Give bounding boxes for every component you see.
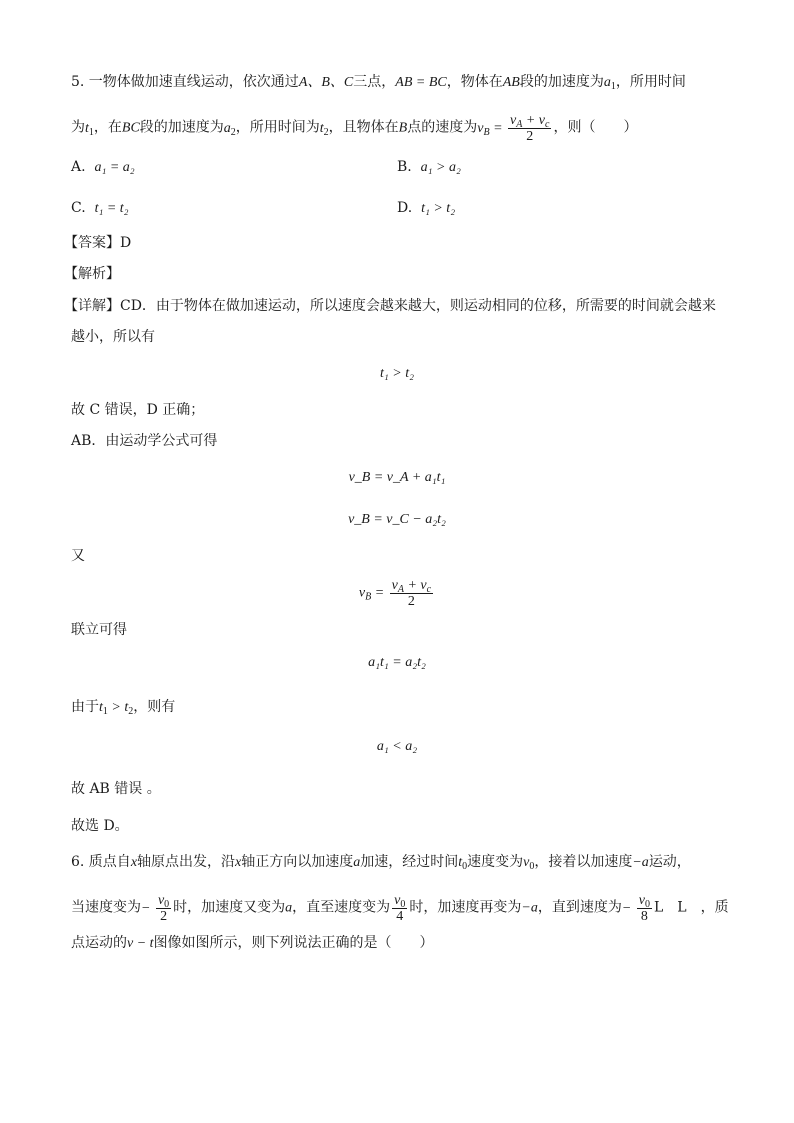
q5-t1: $t_1$ — [85, 120, 94, 138]
q5-final — [71, 816, 129, 836]
q5-since-expr: $t_1 > t_2$ — [99, 700, 134, 717]
q5-eq5: a₁ < a₂ — [376, 739, 418, 754]
q5-detail-line1 — [64, 296, 716, 316]
q6-text: 点运动的 — [71, 935, 127, 951]
q5-text: 段的加速度为 — [139, 119, 224, 136]
q5-analysis-tag — [64, 264, 120, 284]
since-text: ，则有 — [133, 699, 176, 715]
again-text: 又 — [71, 548, 85, 564]
q5-seg-ab: AB — [502, 75, 520, 90]
q5-eq3: $v_B$ = $\frac{v_A + v_c}{2}$ — [358, 578, 432, 609]
q5-points: A、B、C — [298, 75, 354, 90]
q5-text: ，所用时间为 — [235, 119, 320, 136]
option-label: B. — [397, 159, 412, 175]
since-text: 由于 — [71, 699, 99, 715]
q5-combine — [71, 620, 127, 640]
q5-conclusion2 — [71, 779, 161, 799]
q6-vt: v − t — [127, 936, 154, 951]
q5-text: 点的速度为 — [407, 119, 478, 136]
q5-a2: $a_2$ — [223, 120, 236, 138]
q6-stem-line2 — [71, 893, 729, 924]
q6-a: a — [353, 855, 361, 870]
option-label: D. — [397, 200, 413, 216]
q6-neg-v0-half: − $\frac{v_0}{2}$ — [141, 893, 170, 924]
answer-value: D — [120, 235, 132, 251]
ab-intro-text: AB．由运动学公式可得 — [71, 433, 218, 449]
q6-v0-quarter: $\frac{v_0}{4}$ — [394, 893, 406, 924]
q5-option-a[interactable] — [71, 157, 135, 178]
q5-pt-b: B — [398, 120, 408, 136]
q5-conclusion1 — [71, 400, 204, 420]
q6-text: 速度变为 — [467, 854, 524, 870]
option-label: A. — [71, 159, 86, 175]
q5-t2: $t_2$ — [319, 120, 329, 138]
detail-text: 越小，所以有 — [71, 329, 155, 345]
q6-stem-line1 — [71, 852, 691, 873]
q5-ab-intro — [71, 431, 217, 451]
q5-text: 为 — [71, 119, 85, 136]
q6-text: ，直到速度为 — [537, 899, 622, 916]
q6-x: x — [235, 855, 242, 870]
q5-again — [71, 546, 85, 566]
q6-x: x — [130, 855, 138, 870]
q5-option-b[interactable] — [397, 157, 461, 178]
q5-text: ，在 — [93, 119, 122, 136]
q6-t-symbol: t — [458, 855, 463, 870]
q6-t0: $t_0$ — [458, 855, 468, 872]
option-label: C. — [71, 200, 86, 216]
option-expr: a₁ = a₂ — [94, 160, 135, 175]
q5-option-c[interactable] — [71, 198, 129, 219]
q6-v-symbol: v — [523, 855, 530, 870]
q5-eq1: v_B = v_A + a₁t₁ — [348, 470, 446, 485]
q5-a1: $a_1$ — [603, 75, 616, 92]
q5-since — [71, 697, 175, 718]
q6-neg-v0-eighth: − $\frac{v_0}{8}$ — [621, 893, 651, 924]
q5-text: 5. 一物体做加速直线运动，依次通过 — [71, 74, 299, 90]
q6-text: 时，加速度再变为 — [409, 899, 522, 916]
q5-ab-eq-bc: AB = BC — [395, 75, 447, 90]
q6-text: L L ，质 — [654, 899, 729, 916]
q5-answer — [64, 233, 131, 253]
q5-detail-line2 — [71, 327, 155, 347]
q6-v0: $v_0$ — [523, 855, 535, 872]
q5-text: ，且物体在 — [328, 119, 399, 136]
q6-a: a — [285, 900, 293, 916]
q5-seg-bc: BC — [121, 120, 140, 136]
conclusion-text: 故 AB 错误 。 — [71, 781, 161, 797]
q5-eq2: v_B = v_C − a₂t₂ — [348, 512, 446, 527]
q6-text: 当速度变为 — [71, 899, 141, 916]
q6-text: 6. 质点自 — [71, 854, 131, 870]
q5-eq-t: t₁ > t₂ — [380, 366, 414, 381]
q5-text: ，则（ ） — [553, 119, 638, 136]
option-expr: a₁ > a₂ — [420, 160, 461, 175]
q5-stem-line2 — [71, 113, 637, 144]
q5-text: 段的加速度为 — [519, 74, 604, 90]
option-expr: t₁ = t₂ — [94, 201, 129, 216]
combine-text: 联立可得 — [71, 622, 127, 638]
q6-text: 图像如图所示，则下列说法正确的是（ ） — [153, 935, 434, 951]
q6-stem-line3 — [71, 933, 434, 954]
q6-text: 运动， — [648, 854, 691, 870]
analysis-tag: 【解析】 — [64, 266, 120, 282]
q5-stem-line1 — [71, 72, 686, 93]
q6-text: 时，加速度又变为 — [173, 899, 286, 916]
q6-text: ，直至速度变为 — [292, 899, 391, 916]
detail-tag: 【详解】 — [64, 298, 120, 314]
q6-neg-a: −a — [521, 900, 538, 916]
q6-text: ，接着以加速度 — [534, 854, 633, 870]
q5-eq4: a₁t₁ = a₂t₂ — [368, 655, 426, 670]
answer-tag: 【答案】 — [64, 235, 120, 251]
q5-vb-formula: $v_B$ = $\frac{v_A + v_c}{2}$ — [477, 113, 550, 144]
q5-text: ，物体在 — [446, 74, 503, 90]
q6-text: 轴正方向以加速度 — [241, 854, 354, 870]
q6-text: 轴原点出发，沿 — [137, 854, 236, 870]
q6-text: 加速，经过时间 — [360, 854, 459, 870]
q5-option-d[interactable] — [397, 198, 455, 219]
q5-text: 三点， — [353, 74, 396, 90]
q5-text: ，所用时间 — [615, 74, 686, 90]
detail-text: CD．由于物体在做加速运动，所以速度会越来越大，则运动相同的位移，所需要的时间就会越来 — [120, 298, 716, 314]
final-text: 故选 D。 — [71, 818, 129, 834]
option-expr: t₁ > t₂ — [421, 201, 456, 216]
conclusion-text: 故 C 错误，D 正确； — [71, 402, 205, 418]
q6-neg-a: −a — [632, 855, 649, 870]
